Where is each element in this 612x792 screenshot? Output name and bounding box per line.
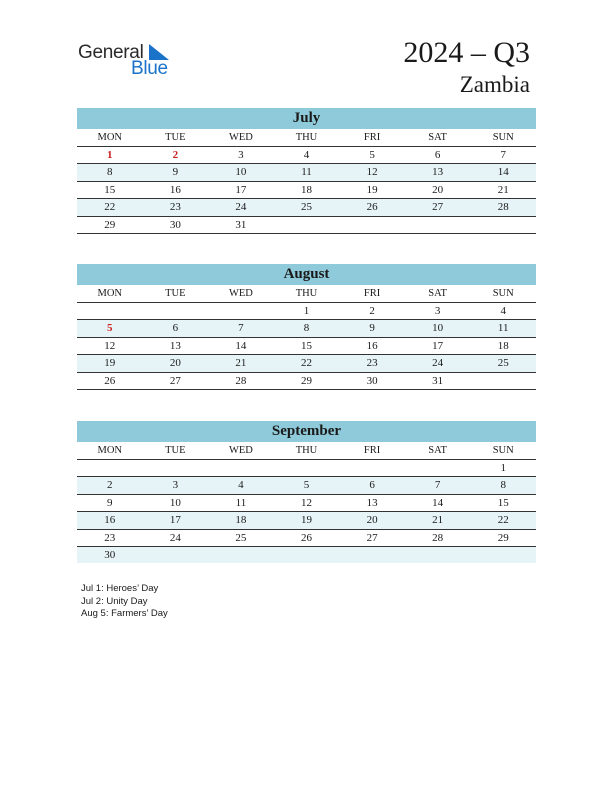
day-cell: 26 <box>104 374 116 387</box>
day-cell: 16 <box>366 339 378 352</box>
day-cell: 17 <box>169 514 181 527</box>
day-cell: 4 <box>238 479 244 492</box>
day-cell: 14 <box>497 166 509 179</box>
day-cell: 19 <box>300 514 312 527</box>
day-cell: 11 <box>497 322 509 335</box>
day-cell: 5 <box>369 149 375 161</box>
weekday-label: FRI <box>339 285 405 303</box>
day-cell: 15 <box>104 183 116 196</box>
country-name: Zambia <box>459 72 530 97</box>
week-row <box>77 512 536 529</box>
week-row <box>77 182 536 199</box>
day-cell: 6 <box>172 322 179 335</box>
weekday-label: TUE <box>143 442 209 460</box>
day-cell <box>339 547 405 563</box>
day-cell: 2 <box>369 305 375 317</box>
logo-word-blue: Blue <box>131 58 168 79</box>
day-cell: 10 <box>432 322 444 335</box>
day-cell: 1 <box>500 462 506 474</box>
day-cell: 1 <box>303 305 310 317</box>
day-cell: 5 <box>107 322 113 335</box>
weekday-label: SUN <box>470 285 536 303</box>
day-cell: 12 <box>300 496 312 509</box>
day-cell: 28 <box>497 201 509 214</box>
day-cell <box>143 460 209 476</box>
day-cell: 7 <box>500 149 506 161</box>
day-cell: 29 <box>300 374 312 387</box>
day-cell: 28 <box>432 531 444 544</box>
day-cell: 9 <box>369 322 375 335</box>
day-cell: 1 <box>107 149 113 161</box>
weekday-label: THU <box>274 442 340 460</box>
day-cell: 17 <box>235 183 247 196</box>
day-cell: 4 <box>303 149 310 161</box>
day-cell: 18 <box>497 339 509 352</box>
day-cell <box>405 460 471 476</box>
month-title: September <box>77 421 536 442</box>
day-cell <box>208 547 274 563</box>
week-row <box>77 460 536 477</box>
day-cell: 19 <box>104 357 116 370</box>
day-cell <box>405 547 471 563</box>
weekday-label: MON <box>77 285 143 303</box>
week-row <box>77 303 536 320</box>
week-row <box>77 199 536 216</box>
day-cell: 27 <box>366 531 378 544</box>
week-row <box>77 338 536 355</box>
day-cell <box>274 460 340 476</box>
day-cell: 19 <box>366 183 378 196</box>
weekday-header-row <box>77 129 536 147</box>
day-cell: 23 <box>366 357 378 370</box>
day-cell: 26 <box>300 531 312 544</box>
day-cell: 27 <box>432 201 444 214</box>
holiday-note: Jul 2: Unity Day <box>81 595 148 607</box>
day-cell: 9 <box>107 496 113 509</box>
week-row <box>77 547 536 563</box>
week-row <box>77 164 536 181</box>
weekday-label: MON <box>77 442 143 460</box>
day-cell: 8 <box>303 322 310 335</box>
day-cell: 23 <box>104 531 116 544</box>
day-cell <box>339 217 405 233</box>
day-cell: 21 <box>432 514 444 527</box>
day-cell <box>77 460 143 476</box>
day-cell <box>405 217 471 233</box>
weekday-label: MON <box>77 129 143 147</box>
day-cell: 7 <box>238 322 244 335</box>
day-cell: 2 <box>107 479 113 492</box>
weekday-label: SUN <box>470 129 536 147</box>
day-cell: 11 <box>301 166 312 179</box>
day-cell <box>274 547 340 563</box>
day-cell: 27 <box>169 374 181 387</box>
day-cell: 26 <box>366 201 378 214</box>
day-cell: 21 <box>497 183 509 196</box>
day-cell: 8 <box>107 166 113 179</box>
day-cell: 24 <box>169 531 181 544</box>
day-cell: 14 <box>235 339 247 352</box>
weekday-label: SUN <box>470 442 536 460</box>
day-cell: 23 <box>169 201 181 214</box>
day-cell: 3 <box>172 479 179 492</box>
day-cell: 6 <box>369 479 375 492</box>
day-cell: 20 <box>366 514 378 527</box>
holiday-notes <box>81 583 168 621</box>
day-cell: 13 <box>366 496 378 509</box>
holiday-note: Jul 1: Heroes’ Day <box>81 583 159 594</box>
day-cell: 22 <box>497 514 509 527</box>
month-calendar <box>77 421 536 563</box>
day-cell: 15 <box>300 339 312 352</box>
day-cell: 13 <box>432 166 444 179</box>
day-cell: 24 <box>235 201 247 214</box>
day-cell <box>143 303 209 319</box>
day-cell: 2 <box>172 149 179 161</box>
day-cell: 4 <box>500 305 506 317</box>
page-title: 2024 – Q3 <box>403 36 530 69</box>
day-cell: 15 <box>497 496 509 509</box>
day-cell: 10 <box>169 496 181 509</box>
day-cell: 16 <box>104 514 116 527</box>
month-title: July <box>77 108 536 129</box>
day-cell: 17 <box>432 339 444 352</box>
day-cell: 14 <box>432 496 444 509</box>
day-cell: 20 <box>169 357 181 370</box>
week-row <box>77 147 536 164</box>
day-cell: 3 <box>434 305 441 317</box>
day-cell: 21 <box>235 357 247 370</box>
day-cell: 25 <box>300 201 312 214</box>
day-cell <box>339 460 405 476</box>
day-cell <box>77 303 143 319</box>
day-cell: 18 <box>300 183 312 196</box>
week-row <box>77 373 536 390</box>
weekday-label: TUE <box>143 285 209 303</box>
week-row <box>77 217 536 234</box>
month-title: August <box>77 264 536 285</box>
day-cell: 16 <box>169 183 181 196</box>
day-cell: 22 <box>104 201 116 214</box>
day-cell: 31 <box>235 218 247 231</box>
day-cell: 30 <box>169 218 181 231</box>
month-calendar <box>77 108 536 234</box>
week-row <box>77 320 536 337</box>
day-cell: 7 <box>434 479 441 492</box>
weekday-label: WED <box>208 442 274 460</box>
day-cell: 18 <box>235 514 247 527</box>
day-cell: 8 <box>500 479 506 492</box>
day-cell <box>470 547 536 563</box>
holiday-note: Aug 5: Farmers’ Day <box>81 608 168 619</box>
weekday-label: SAT <box>405 285 471 303</box>
day-cell: 30 <box>104 548 116 561</box>
weekday-label: THU <box>274 285 340 303</box>
day-cell <box>208 303 274 319</box>
day-cell <box>470 217 536 233</box>
day-cell: 6 <box>434 149 441 161</box>
day-cell: 29 <box>497 531 509 544</box>
weekday-header-row <box>77 442 536 460</box>
weekday-label: THU <box>274 129 340 147</box>
day-cell <box>274 217 340 233</box>
day-cell: 28 <box>235 374 247 387</box>
day-cell: 20 <box>432 183 444 196</box>
weekday-label: WED <box>208 129 274 147</box>
day-cell: 25 <box>497 357 509 370</box>
weekday-label: FRI <box>339 442 405 460</box>
day-cell: 24 <box>432 357 444 370</box>
weekday-label: SAT <box>405 442 471 460</box>
day-cell: 12 <box>366 166 378 179</box>
day-cell: 29 <box>104 218 116 231</box>
week-row <box>77 477 536 494</box>
day-cell: 9 <box>172 166 179 179</box>
week-row <box>77 530 536 547</box>
weekday-label: SAT <box>405 129 471 147</box>
general-blue-logo <box>78 40 188 80</box>
day-cell <box>470 373 536 389</box>
weekday-label: WED <box>208 285 274 303</box>
week-row <box>77 495 536 512</box>
day-cell: 10 <box>235 166 247 179</box>
day-cell: 3 <box>238 149 244 161</box>
weekday-header-row <box>77 285 536 303</box>
day-cell <box>143 547 209 563</box>
day-cell: 31 <box>432 374 444 387</box>
day-cell: 12 <box>104 339 116 352</box>
day-cell: 25 <box>235 531 247 544</box>
day-cell: 11 <box>235 496 247 509</box>
day-cell: 30 <box>366 374 378 387</box>
day-cell: 13 <box>169 339 181 352</box>
weekday-label: FRI <box>339 129 405 147</box>
weekday-label: TUE <box>143 129 209 147</box>
day-cell: 5 <box>303 479 310 492</box>
day-cell: 22 <box>300 357 312 370</box>
month-calendar <box>77 264 536 390</box>
day-cell <box>208 460 274 476</box>
logo-word-general: General <box>78 42 144 63</box>
week-row <box>77 355 536 372</box>
